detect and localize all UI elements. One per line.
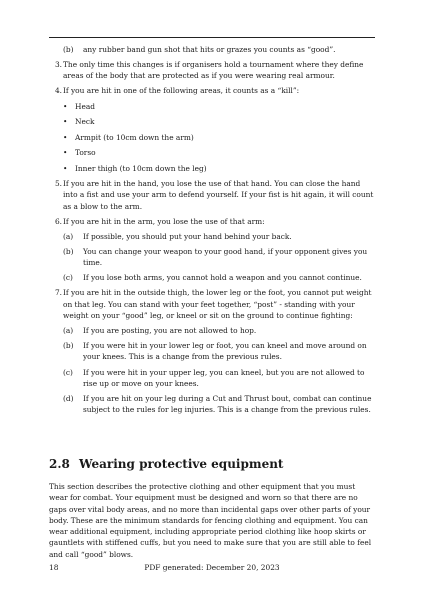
bullet-item xyxy=(49,163,375,174)
item-marker: (c) xyxy=(63,367,73,377)
bullet-item xyxy=(49,147,375,158)
item-text: any rubber band gun shot that hits or grazes you counts as “good”. xyxy=(83,45,336,54)
item-text: If you are hit in the outside thigh, the lower leg or the foot, you cannot put weight on that leg. You can stand with your feet together, “post” - standing with your weight on your “good” leg, or kneel or sit on the ground to continue fighting: xyxy=(63,288,372,320)
item-text: If possible, you should put your hand behind your back. xyxy=(83,231,292,241)
bullet-marker: • xyxy=(63,101,68,111)
footer-generated: PDF generated: December 20, 2023 xyxy=(144,563,280,572)
bullet-item xyxy=(49,132,375,143)
header-rule xyxy=(49,37,375,38)
item-marker: (b) xyxy=(63,45,74,54)
item-text: If you are posting, you are not allowed to hop. xyxy=(83,326,257,336)
item-marker: 5. xyxy=(54,179,62,188)
item-marker: 4. xyxy=(54,86,62,96)
item-marker: 6. xyxy=(54,216,62,226)
section-body: This section describes the protective clothing and other equipment that you must wear for combat. Your equipment must be designed and worn so that there are no gaps over vital body areas, and no more than incidental gaps over other parts of your body. These are the minimum standards for fencing clothing and equipment. You can wear additional equipment, including appropriate period clothing like hoop skirts or gauntlets with stiffened cuffs, but you need to make sure that you are still able to feel and call “good” blows. xyxy=(49,482,372,559)
bullet-marker: • xyxy=(63,132,68,142)
bullet-item xyxy=(49,116,375,127)
item-text: You can change your weapon to your good hand, if your opponent gives you time. xyxy=(83,246,368,268)
bullet-marker: • xyxy=(63,117,68,127)
item-marker: (b) xyxy=(63,246,74,256)
item-marker: (a) xyxy=(63,231,74,241)
item-marker: (c) xyxy=(63,273,73,283)
item-text: If you are hit on your leg during a Cut and Thrust bout, combat can continue subject to the rules for leg injuries. This is a change from the previous rules. xyxy=(83,393,372,415)
item-marker: 7. xyxy=(54,288,62,298)
list-subitem xyxy=(63,231,375,242)
list-item xyxy=(49,287,375,321)
list-subitem xyxy=(63,44,375,55)
item-text: If you are hit in the hand, you lose the use of that hand. You can close the hand into a fist and use your arm to defend yourself. If your fist is hit again, it will count as a blow to the arm. xyxy=(63,179,374,211)
rules-list xyxy=(49,44,375,416)
bullet-item xyxy=(49,101,375,112)
section-number: 2.8 xyxy=(49,457,70,471)
item-text: Neck xyxy=(75,117,95,127)
section-title: Wearing protective equipment xyxy=(79,457,284,471)
item-text: If you are hit in one of the following areas, it counts as a “kill”: xyxy=(63,86,300,96)
section-heading xyxy=(49,457,283,471)
item-text: If you were hit in your upper leg, you can kneel, but you are not allowed to rise up or move on your knees. xyxy=(83,367,365,388)
item-text: Armpit (to 10cm down the arm) xyxy=(75,132,194,142)
bullet-marker: • xyxy=(63,163,68,173)
item-text: The only time this changes is if organisers hold a tournament where they define areas of the body that are protected as if you were wearing real armour. xyxy=(63,60,364,81)
item-text: Inner thigh (to 10cm down the leg) xyxy=(75,163,207,173)
list-subitem xyxy=(63,272,375,283)
item-text: Head xyxy=(75,101,95,111)
item-text: Torso xyxy=(75,148,96,158)
list-item xyxy=(49,216,375,227)
list-subitem xyxy=(63,246,375,269)
page-number: 18 xyxy=(49,563,59,572)
item-marker: 3. xyxy=(54,60,62,70)
item-marker: (b) xyxy=(63,341,74,351)
list-subitem xyxy=(63,340,375,363)
item-marker: (d) xyxy=(63,393,74,403)
list-subitem xyxy=(63,393,375,416)
list-item xyxy=(49,85,375,96)
item-text: If you are hit in the arm, you lose the use of that arm: xyxy=(63,216,265,226)
item-marker: (a) xyxy=(63,326,74,336)
list-subitem xyxy=(63,325,375,336)
list-item xyxy=(49,59,375,82)
item-text: If you lose both arms, you cannot hold a weapon and you cannot continue. xyxy=(83,273,362,283)
bullet-marker: • xyxy=(63,148,68,158)
list-subitem xyxy=(63,367,375,390)
item-text: If you were hit in your lower leg or foot, you can kneel and move around on your knees. This is a change from the previous rules. xyxy=(83,341,367,362)
list-item xyxy=(49,178,375,212)
